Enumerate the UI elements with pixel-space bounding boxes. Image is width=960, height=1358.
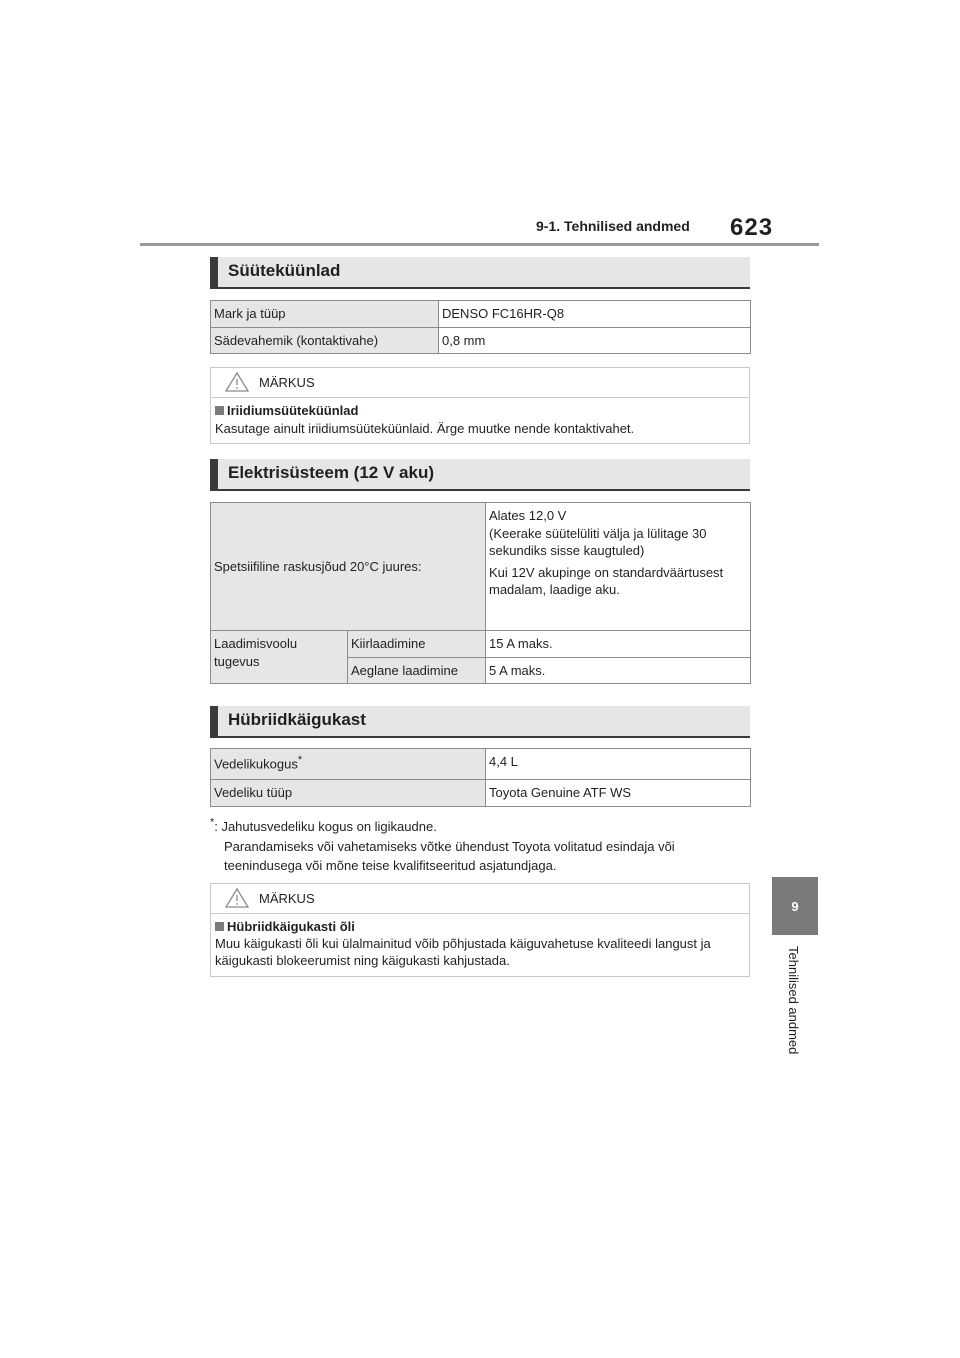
notice-header xyxy=(211,368,749,398)
section-title: 9-1. Tehnilised andmed xyxy=(536,218,690,234)
hybrid-table xyxy=(210,748,751,807)
heading-hybrid: Hübriidkäigukast xyxy=(210,706,750,738)
gravity-value-3: Kui 12V akupinge on standardväärtusest madalam, laadige aku. xyxy=(489,564,724,598)
notice-header xyxy=(211,884,749,914)
row-value: 15 A maks. xyxy=(486,631,751,658)
table-row xyxy=(211,327,751,354)
row-label: Vedeliku tüüp xyxy=(211,780,486,807)
notice-subheading xyxy=(215,918,743,936)
notice-title: MÄRKUS xyxy=(259,375,315,390)
notice-box xyxy=(210,367,750,444)
row-value xyxy=(486,503,751,631)
notice-body xyxy=(211,914,749,976)
electrical-table xyxy=(210,502,751,684)
footnote xyxy=(210,815,750,876)
warning-icon xyxy=(225,887,249,909)
notice-subheading-text: Iriidiumsüüteküünlad xyxy=(227,403,359,418)
gravity-value-1: Alates 12,0 V xyxy=(489,508,567,523)
row-label-text: Vedelikukogus xyxy=(214,756,298,772)
footnote-mark: * xyxy=(210,817,215,829)
footnote-line-2: Parandamiseks või vahetamiseks võtke ühendust Toyota volitatud esindaja või teenindusega või mõne teise kvalifitseeritud asjatundjaga. xyxy=(224,838,675,874)
chapter-tab: 9 xyxy=(772,877,818,935)
row-value: 0,8 mm xyxy=(439,327,751,354)
row-value: Toyota Genuine ATF WS xyxy=(486,780,751,807)
row-label: Spetsiifiline raskusjõud 20°C juures: xyxy=(211,503,486,631)
heading-spark-plugs: Süüteküünlad xyxy=(210,257,750,289)
row-value: DENSO FC16HR-Q8 xyxy=(439,301,751,328)
spark-plug-table xyxy=(210,300,751,354)
row-sublabel: Kiirlaadimine xyxy=(348,631,486,658)
notice-title: MÄRKUS xyxy=(259,891,315,906)
table-row xyxy=(211,631,751,658)
row-label: Sädevahemik (kontaktivahe) xyxy=(211,327,439,354)
warning-icon xyxy=(225,371,249,393)
chapter-label-box xyxy=(778,946,812,1086)
table-row xyxy=(211,780,751,807)
row-label: Mark ja tüüp xyxy=(211,301,439,328)
heading-electrical: Elektrisüsteem (12 V aku) xyxy=(210,459,750,491)
footnote-mark: * xyxy=(297,754,303,766)
notice-text: Muu käigukasti õli kui ülalmainitud võib põhjustada käiguvahetuse kvaliteedi langust ja käigukasti blokeerumist ning käigukasti kahjustada. xyxy=(215,936,711,969)
row-label: Laadimisvoolu tugevus xyxy=(211,631,348,684)
header-rule xyxy=(140,243,819,246)
table-row xyxy=(211,749,751,780)
footnote-line-1-text: : Jahutusvedeliku kogus on ligikaudne. xyxy=(214,819,437,835)
notice-subheading xyxy=(215,402,743,420)
table-row xyxy=(211,301,751,328)
notice-subheading-text: Hübriidkäigukasti õli xyxy=(227,919,355,934)
square-bullet-icon xyxy=(215,406,224,415)
footnote-line-1 xyxy=(210,819,437,834)
gravity-value-2: (Keerake süütelüliti välja ja lülitage 30 sekundiks sisse kaugtuled) xyxy=(489,525,707,559)
table-row xyxy=(211,503,751,631)
row-sublabel: Aeglane laadimine xyxy=(348,657,486,684)
notice-text: Kasutage ainult iriidiumsüüteküünlaid. Ärge muutke nende kontaktivahet. xyxy=(215,421,635,437)
row-value: 4,4 L xyxy=(486,749,751,780)
square-bullet-icon xyxy=(215,922,224,931)
page-number: 623 xyxy=(730,214,774,241)
row-label xyxy=(211,749,486,780)
notice-box xyxy=(210,883,750,977)
chapter-label: Tehnilised andmed xyxy=(786,946,801,1055)
row-value: 5 A maks. xyxy=(486,657,751,684)
notice-body xyxy=(211,398,749,444)
